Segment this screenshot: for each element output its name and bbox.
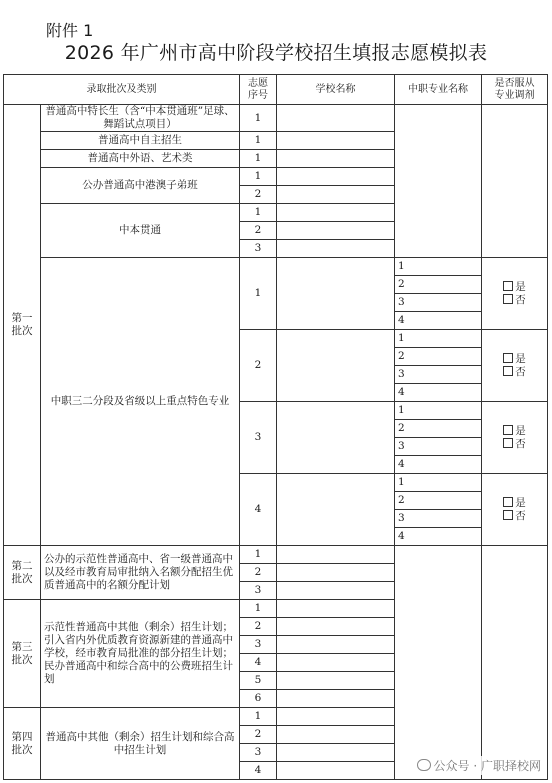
application-form-table <box>3 74 548 546</box>
table-row <box>4 546 548 564</box>
major-slot[interactable] <box>395 510 482 528</box>
option-yes[interactable] <box>482 425 547 438</box>
order-number: 1 <box>240 600 277 618</box>
major-slot-number: 3 <box>398 296 405 308</box>
order-number: 1 <box>240 168 277 186</box>
order-number: 3 <box>240 240 277 258</box>
school-name-cell[interactable] <box>277 636 395 654</box>
column-header-category: 录取批次及类别 <box>4 75 240 105</box>
batch-label-third: 第三 批次 <box>4 600 41 708</box>
option-no-label: 否 <box>515 437 526 450</box>
school-name-cell[interactable] <box>277 150 395 168</box>
order-number: 2 <box>240 564 277 582</box>
adjust-choice[interactable] <box>482 474 548 546</box>
school-name-cell[interactable] <box>277 330 395 402</box>
major-slot[interactable] <box>395 294 482 312</box>
option-no-label: 否 <box>515 509 526 522</box>
major-slot-number: 3 <box>398 512 405 524</box>
category-language-arts: 普通高中外语、艺术类 <box>41 150 240 168</box>
major-name-cell <box>395 105 482 258</box>
major-slot[interactable] <box>395 402 482 420</box>
checkbox-icon[interactable] <box>503 294 513 304</box>
checkbox-icon[interactable] <box>503 366 513 376</box>
school-name-cell[interactable] <box>277 708 395 726</box>
column-header-adjust: 是否服从 专业调剂 <box>482 75 548 105</box>
option-yes[interactable] <box>482 281 547 294</box>
major-slot[interactable] <box>395 312 482 330</box>
order-number: 4 <box>240 654 277 672</box>
order-number: 3 <box>240 402 277 474</box>
major-slot[interactable] <box>395 528 482 546</box>
school-name-cell[interactable] <box>277 600 395 618</box>
category-quota-allocation: 公办的示范性普通高中、省一级普通高中以及经市教育局审批纳入名额分配招生优质普通高中的名额分配计划 <box>41 546 240 600</box>
order-number: 3 <box>240 744 277 762</box>
school-name-cell[interactable] <box>277 222 395 240</box>
school-name-cell[interactable] <box>277 690 395 708</box>
school-name-cell[interactable] <box>277 402 395 474</box>
order-number: 1 <box>240 132 277 150</box>
major-slot[interactable] <box>395 330 482 348</box>
category-special-talent: 普通高中特长生（含“中本贯通班”足球、舞蹈试点项目） <box>41 105 240 132</box>
option-yes-label: 是 <box>515 352 526 365</box>
option-yes-label: 是 <box>515 280 526 293</box>
school-name-cell[interactable] <box>277 258 395 330</box>
option-yes-label: 是 <box>515 424 526 437</box>
checkbox-icon[interactable] <box>503 438 513 448</box>
major-slot-number: 1 <box>398 404 405 416</box>
major-slot-number: 1 <box>398 332 405 344</box>
school-name-cell[interactable] <box>277 204 395 222</box>
school-name-cell[interactable] <box>277 564 395 582</box>
order-number: 3 <box>240 582 277 600</box>
option-no[interactable] <box>482 510 547 523</box>
checkbox-icon[interactable] <box>503 425 513 435</box>
school-name-cell[interactable] <box>277 168 395 186</box>
school-name-cell[interactable] <box>277 762 395 780</box>
school-name-cell[interactable] <box>277 474 395 546</box>
school-name-cell[interactable] <box>277 186 395 204</box>
major-slot[interactable] <box>395 474 482 492</box>
order-number: 3 <box>240 636 277 654</box>
adjust-cell <box>482 105 548 258</box>
order-number: 1 <box>240 204 277 222</box>
category-hk-macao-class: 公办普通高中港澳子弟班 <box>41 168 240 204</box>
table-header-row <box>4 75 548 105</box>
major-slot-number: 3 <box>398 440 405 452</box>
option-no[interactable] <box>482 438 547 451</box>
order-number: 2 <box>240 222 277 240</box>
checkbox-icon[interactable] <box>503 497 513 507</box>
option-no[interactable] <box>482 294 547 307</box>
option-yes[interactable] <box>482 353 547 366</box>
option-no[interactable] <box>482 366 547 379</box>
order-number: 2 <box>240 330 277 402</box>
checkbox-icon[interactable] <box>503 510 513 520</box>
batch-label-second: 第二 批次 <box>4 546 41 600</box>
major-slot[interactable] <box>395 366 482 384</box>
option-no-label: 否 <box>515 365 526 378</box>
category-vocational-special: 中职三二分段及省级以上重点特色专业 <box>41 258 240 546</box>
major-slot[interactable] <box>395 492 482 510</box>
school-name-cell[interactable] <box>277 105 395 132</box>
major-slot-number: 2 <box>398 350 405 362</box>
order-number: 4 <box>240 762 277 780</box>
major-slot[interactable] <box>395 384 482 402</box>
order-number: 1 <box>240 546 277 564</box>
major-name-cell <box>395 546 482 780</box>
checkbox-icon[interactable] <box>503 281 513 291</box>
major-slot[interactable] <box>395 438 482 456</box>
school-name-cell[interactable] <box>277 132 395 150</box>
order-number: 1 <box>240 708 277 726</box>
order-number: 2 <box>240 618 277 636</box>
major-slot-number: 1 <box>398 260 405 272</box>
attachment-label: 附件 1 <box>46 21 94 40</box>
category-independent-enrollment: 普通高中自主招生 <box>41 132 240 150</box>
adjust-choice[interactable] <box>482 330 548 402</box>
column-header-major: 中职专业名称 <box>395 75 482 105</box>
major-slot[interactable] <box>395 420 482 438</box>
page-title: 2026 年广州市高中阶段学校招生填报志愿模拟表 <box>64 42 488 64</box>
category-remaining-comprehensive: 普通高中其他（剩余）招生计划和综合高中招生计划 <box>41 708 240 780</box>
major-slot[interactable] <box>395 276 482 294</box>
column-header-order: 志愿 序号 <box>240 75 277 105</box>
category-middle-undergraduate: 中本贯通 <box>41 204 240 258</box>
order-number: 2 <box>240 186 277 204</box>
order-number: 2 <box>240 726 277 744</box>
batch-label-first: 第一 批次 <box>4 105 41 546</box>
school-name-cell[interactable] <box>277 546 395 564</box>
major-slot-number: 2 <box>398 278 405 290</box>
major-slot-number: 3 <box>398 368 405 380</box>
school-name-cell[interactable] <box>277 726 395 744</box>
major-slot[interactable] <box>395 348 482 366</box>
order-number: 6 <box>240 690 277 708</box>
major-slot[interactable] <box>395 456 482 474</box>
major-slot[interactable] <box>395 258 482 276</box>
table-row <box>4 258 548 276</box>
option-yes-label: 是 <box>515 496 526 509</box>
major-slot-number: 2 <box>398 422 405 434</box>
major-slot-number: 1 <box>398 476 405 488</box>
batch-label-fourth: 第四 批次 <box>4 708 41 780</box>
adjust-choice[interactable] <box>482 402 548 474</box>
school-name-cell[interactable] <box>277 744 395 762</box>
adjust-cell <box>482 546 548 780</box>
order-number: 1 <box>240 105 277 132</box>
school-name-cell[interactable] <box>277 582 395 600</box>
school-name-cell[interactable] <box>277 672 395 690</box>
checkbox-icon[interactable] <box>503 353 513 363</box>
order-number: 4 <box>240 474 277 546</box>
wechat-icon <box>417 759 431 771</box>
major-slot-number: 2 <box>398 494 405 506</box>
order-number: 1 <box>240 258 277 330</box>
watermark <box>414 756 544 775</box>
adjust-choice[interactable] <box>482 258 548 330</box>
option-no-label: 否 <box>515 293 526 306</box>
option-yes[interactable] <box>482 497 547 510</box>
application-form-table-continued <box>3 545 548 780</box>
school-name-cell[interactable] <box>277 240 395 258</box>
major-slot-number: 4 <box>398 314 405 326</box>
major-slot-number: 4 <box>398 458 405 470</box>
order-number: 1 <box>240 150 277 168</box>
column-header-school: 学校名称 <box>277 75 395 105</box>
major-slot-number: 4 <box>398 530 405 542</box>
order-number: 5 <box>240 672 277 690</box>
major-slot-number: 4 <box>398 386 405 398</box>
school-name-cell[interactable] <box>277 618 395 636</box>
watermark-text: 公众号 · 广职择校网 <box>433 759 541 773</box>
category-remaining-plan: 示范性普通高中其他（剩余）招生计划；引入省内外优质教育资源新建的普通高中学校，经市教育局批准的部分招生计划；民办普通高中和综合高中的公费班招生计划 <box>41 600 240 708</box>
school-name-cell[interactable] <box>277 654 395 672</box>
